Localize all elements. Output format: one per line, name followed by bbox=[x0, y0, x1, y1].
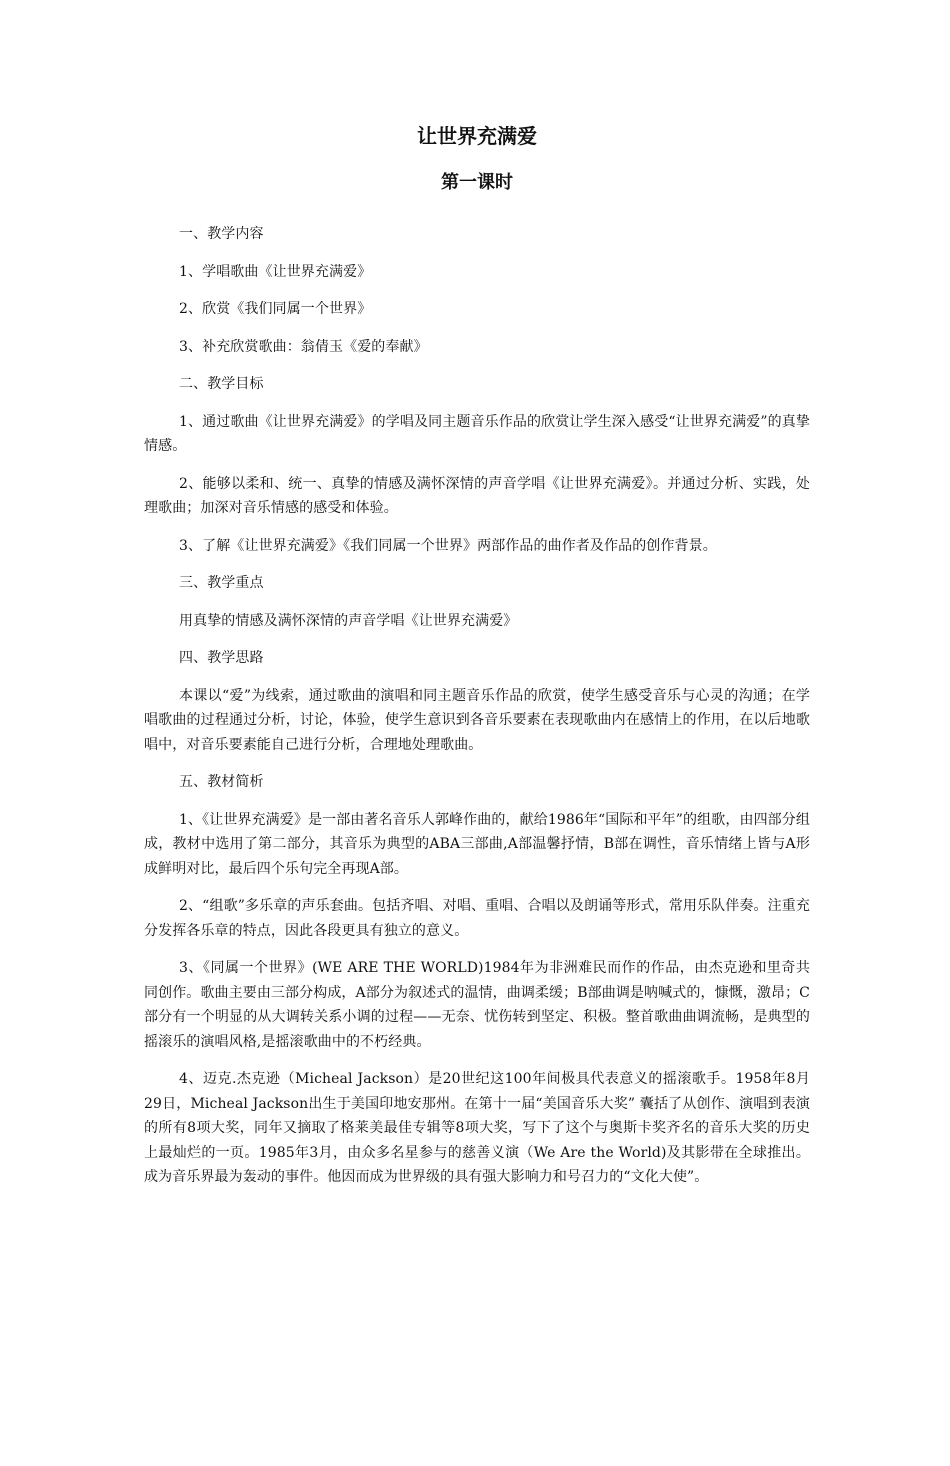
paragraph: 1、学唱歌曲《让世界充满爱》 bbox=[179, 263, 372, 280]
paragraph: 一、教学内容 bbox=[179, 226, 264, 242]
paragraph: 3、《同属一个世界》(WE ARE THE WORLD)1984年为非洲难民而作的作品，由杰克逊和里奇共同创作。歌曲主要由三部分构成，A部分为叙述式的温情，曲调柔缓；B部曲调是呐喊式的，慷慨，激昂；C部分有一个明显的从大调转关系小调的过程——无奈、忧伤转到坚定、积极。整首歌曲曲调流畅，是典型的摇滚乐的演唱风格,是摇滚歌曲中的不朽经典。 bbox=[144, 960, 810, 1050]
paragraph: 3、补充欣赏歌曲：翁倩玉《爱的奉献》 bbox=[179, 338, 428, 355]
paragraph: 3、了解《让世界充满爱》《我们同属一个世界》两部作品的曲作者及作品的创作背景。 bbox=[179, 537, 717, 554]
paragraph: 二、教学目标 bbox=[179, 376, 264, 392]
paragraph: 五、教材简析 bbox=[179, 774, 264, 790]
paragraph: 4、迈克.杰克逊（Micheal Jackson）是20世纪这100年间极具代表意义的摇滚歌手。1958年8月29日，Micheal Jackson出生于美国印地安那州。在第十一届“美国音乐大奖” 囊括了从创作、演唱到表演的所有8项大奖，同年又摘取了格莱美最佳专辑等8项大奖，写下了这个与奥斯卡奖齐名的音乐大奖的历史上最灿烂的一页。1985年3月，由众多名星参与的慈善义演（We Are the World)及其影带在全球推出。成为音乐界最为轰动的事件。他因而成为世界级的具有强大影响力和号召力的“文化大使”。 bbox=[144, 1071, 810, 1185]
paragraph: 三、教学重点 bbox=[179, 575, 264, 591]
paragraph: 2、欣赏《我们同属一个世界》 bbox=[179, 301, 372, 317]
paragraph: 1、通过歌曲《让世界充满爱》的学唱及同主题音乐作品的欣赏让学生深入感受“让世界充满爱”的真挚情感。 bbox=[144, 413, 810, 454]
document-subtitle: 第一课时 bbox=[441, 172, 513, 193]
paragraph: 2、能够以柔和、统一、真挚的情感及满怀深情的声音学唱《让世界充满爱》。并通过分析、实践，处理歌曲；加深对音乐情感的感受和体验。 bbox=[144, 475, 810, 516]
paragraph: 1、《让世界充满爱》是一部由著名音乐人郭峰作曲的，献给1986年“国际和平年”的组歌，由四部分组成，教材中选用了第二部分，其音乐为典型的ABA三部曲,A部温馨抒情，B部在调性，音乐情绪上皆与A形成鲜明对比，最后四个乐句完全再现A部。 bbox=[144, 811, 810, 877]
paragraph: 本课以“爱”为线索，通过歌曲的演唱和同主题音乐作品的欣赏，使学生感受音乐与心灵的沟通；在学唱歌曲的过程通过分析，讨论，体验，使学生意识到各音乐要素在表现歌曲内在感情上的作用，在以后地歌唱中，对音乐要素能自己进行分析，合理地处理歌曲。 bbox=[144, 687, 810, 753]
document-body bbox=[144, 222, 810, 1190]
paragraph: 用真挚的情感及满怀深情的声音学唱《让世界充满爱》 bbox=[179, 612, 518, 629]
paragraph: 2、“组歌”多乐章的声乐套曲。包括齐唱、对唱、重唱、合唱以及朗诵等形式，常用乐队伴奏。注重充分发挥各乐章的特点，因此各段更具有独立的意义。 bbox=[144, 898, 810, 939]
document-page bbox=[0, 122, 950, 1466]
paragraph: 四、教学思路 bbox=[179, 650, 264, 666]
document-title: 让世界充满爱 bbox=[417, 124, 537, 148]
